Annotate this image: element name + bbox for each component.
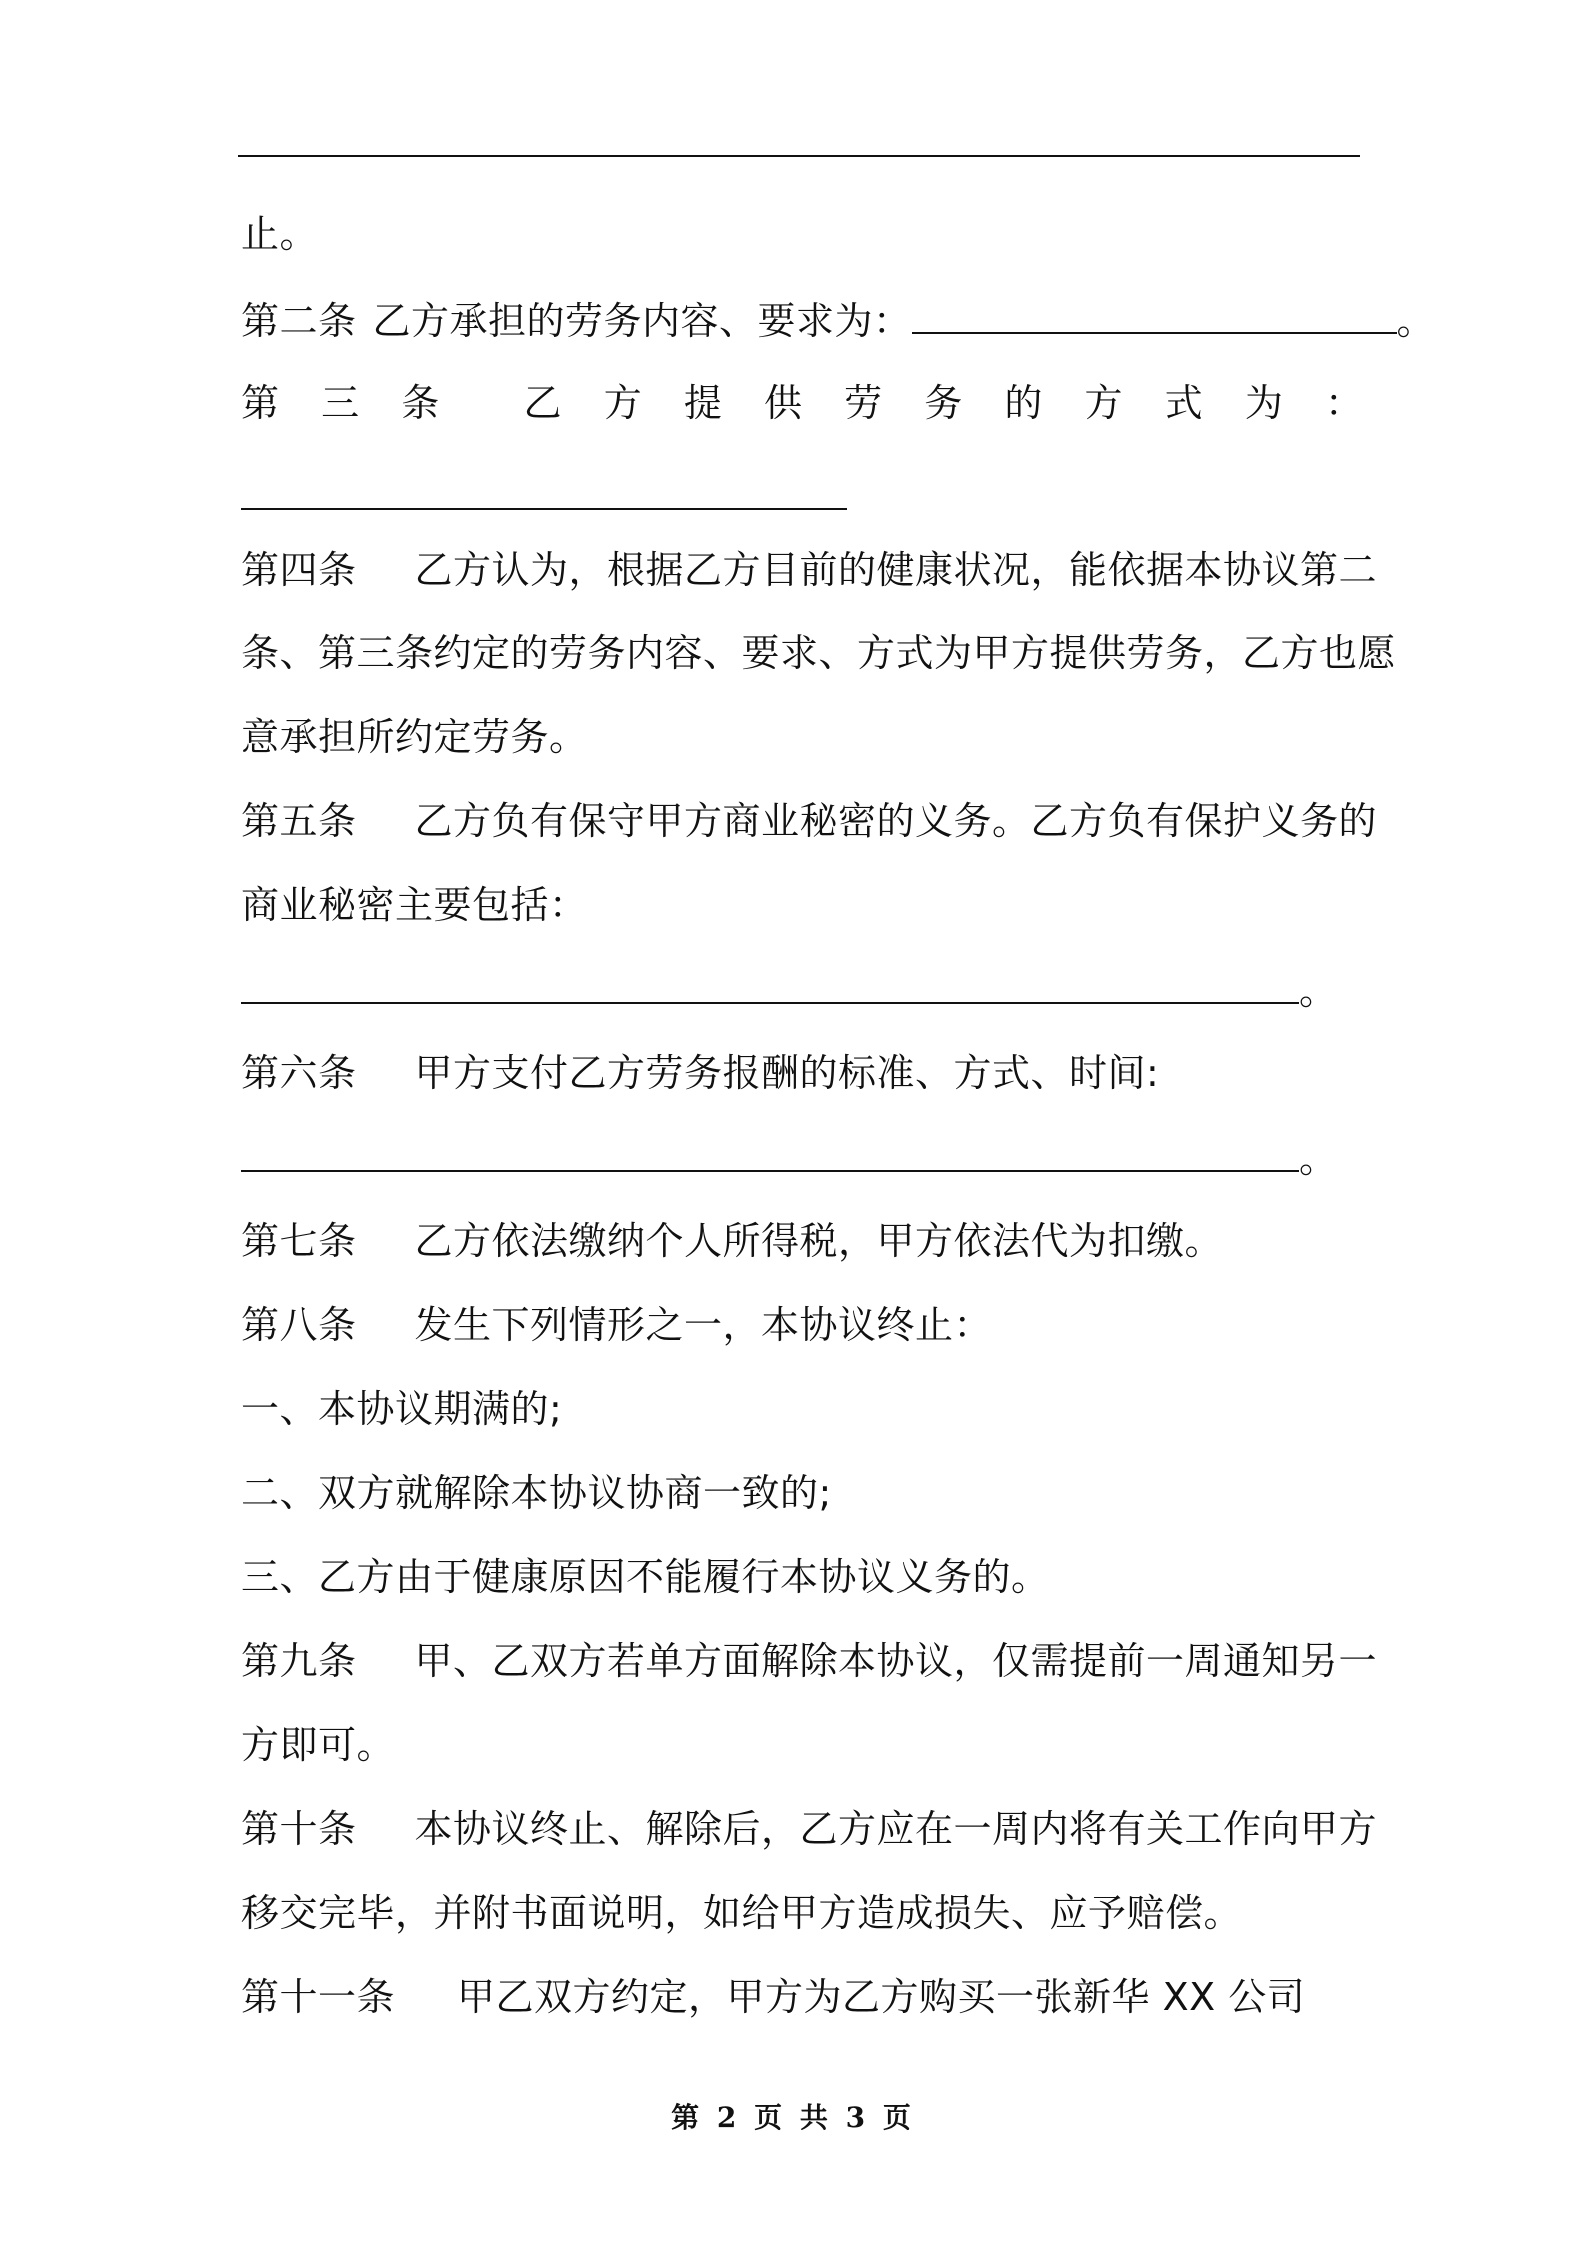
article-2-end: 。 [1396,299,1436,343]
header-rule [238,155,1360,157]
article-4-text: 乙方认为，根据乙方目前的健康状况，能依据本协议第二 [414,548,1378,592]
article-5-label: 第五条 [241,799,357,843]
article-3-char: 供 [763,381,802,425]
article-3-char: 提 [683,381,722,425]
article-10-line-1 [241,1804,1377,1854]
article-9-line-2: 方即可。 [241,1723,396,1767]
article-8 [241,1300,992,1350]
article-8-text: 发生下列情形之一，本协议终止： [414,1303,993,1347]
article-3 [241,378,1363,428]
article-5-text: 乙方负有保守甲方商业秘密的义务。乙方负有保护义务的 [414,799,1378,843]
article-3-char: 的 [1004,381,1043,425]
article-3-char: 方 [1084,381,1123,425]
article-11-label: 第十一条 [241,1975,396,2019]
article-6-text: 甲方支付乙方劳务报酬的标准、方式、时间: [414,1051,1160,1095]
article-5-line-1 [241,796,1377,846]
article-5-blank-line [241,964,1338,1016]
article-3-char: 乙 [523,381,562,425]
article-3-char: 第 [241,381,280,425]
article-4-label: 第四条 [241,548,357,592]
article-6-line-1 [241,1048,1159,1098]
article-3-char: 三 [321,381,360,425]
article-8-item-2: 二、双方就解除本协议协商一致的; [241,1471,832,1515]
article-2 [241,294,1435,346]
article-6-label: 第六条 [241,1051,357,1095]
article-4-line-2: 条、第三条约定的劳务内容、要求、方式为甲方提供劳务，乙方也愿 [241,631,1397,675]
article-5-end: 。 [1299,969,1338,1013]
article-5-line-2: 商业秘密主要包括： [241,883,588,927]
article-1-tail: 止。 [241,212,319,256]
article-3-char: 为 [1244,381,1283,425]
article-4-line-1 [241,545,1377,595]
article-10-label: 第十条 [241,1807,357,1851]
article-2-label: 第二条 [241,299,357,343]
article-3-char: 条 [401,381,440,425]
article-8-label: 第八条 [241,1303,357,1347]
article-4-line-3: 意承担所约定劳务。 [241,715,588,759]
article-8-item-1: 一、本协议期满的; [241,1387,563,1431]
article-3-char: 务 [924,381,963,425]
article-9-text: 甲、乙双方若单方面解除本协议，仅需提前一周通知另一 [414,1639,1378,1683]
article-6-end: 。 [1299,1137,1338,1181]
article-2-blank [912,294,1397,334]
article-8-item-3: 三、乙方由于健康原因不能履行本协议义务的。 [241,1555,1050,1599]
article-5-blank [241,964,1299,1004]
article-7 [241,1216,1223,1266]
article-6-blank-line [241,1132,1338,1184]
article-3-blank [241,508,847,510]
article-7-label: 第七条 [241,1219,357,1263]
article-9-line-1 [241,1636,1377,1686]
article-3-char: 方 [603,381,642,425]
article-6-blank [241,1132,1299,1172]
page-number-footer: 第 2 页 共 3 页 [671,2101,915,2134]
article-10-line-2: 移交完毕，并附书面说明，如给甲方造成损失、应予赔偿。 [241,1891,1243,1935]
article-3-char: 劳 [844,381,883,425]
article-11-line-1 [241,1972,1305,2022]
article-11-text: 甲乙双方约定，甲方为乙方购买一张新华 XX 公司 [457,1975,1306,2019]
article-7-text: 乙方依法缴纳个人所得税，甲方依法代为扣缴。 [414,1219,1224,1263]
article-3-char: ： [1324,381,1363,425]
article-9-label: 第九条 [241,1639,357,1683]
article-2-text: 乙方承担的劳务内容、要求为： [372,299,912,343]
article-10-text: 本协议终止、解除后，乙方应在一周内将有关工作向甲方 [414,1807,1378,1851]
article-3-char: 式 [1164,381,1203,425]
